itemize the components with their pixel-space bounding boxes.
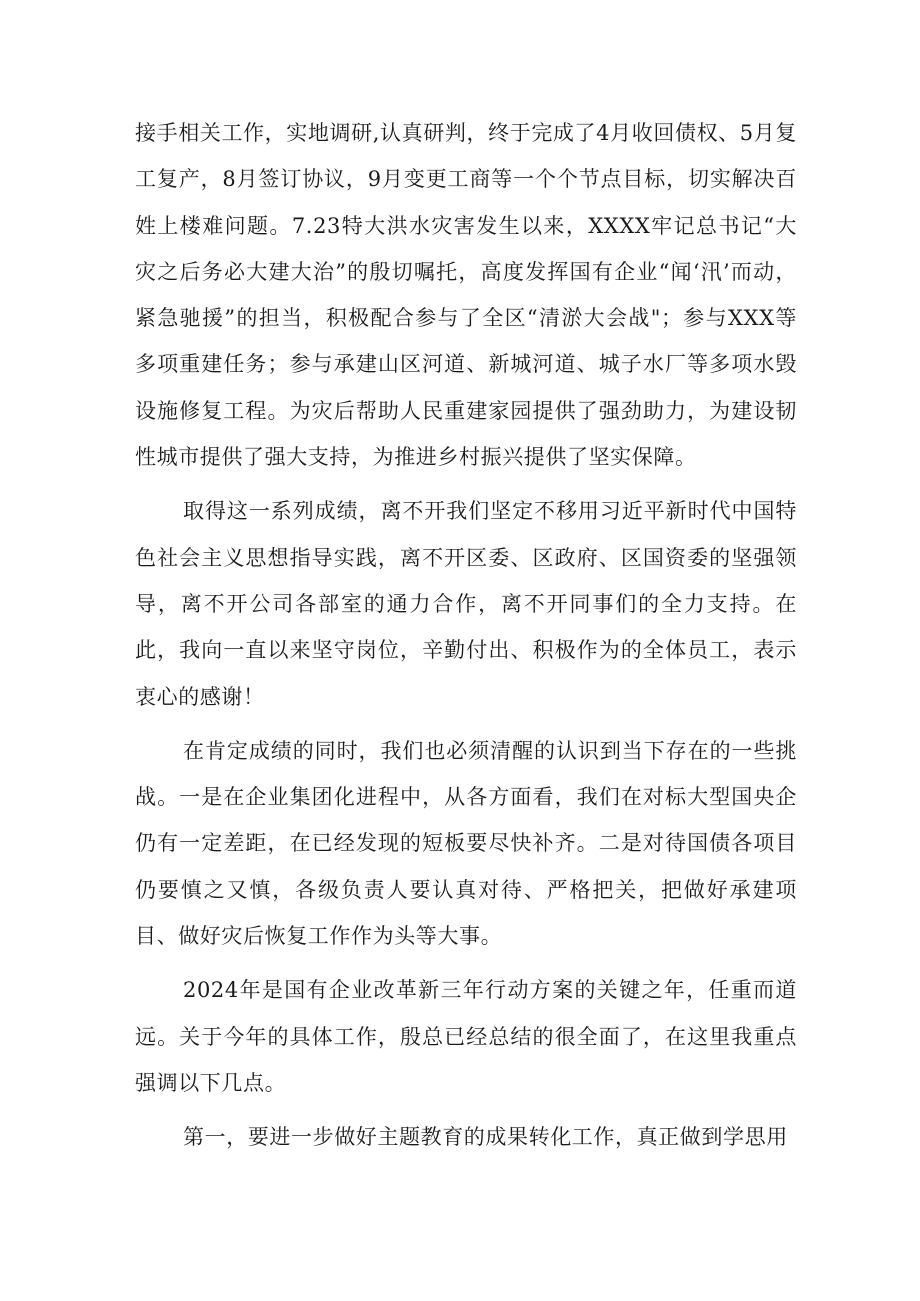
paragraph-continuation: 接手相关工作，实地调研,认真研判，终于完成了4月收回债权、5月复工复产，8月签订协议，9月变更工商等一个个节点目标，切实解决百姓上楼难问题。7.23特大洪水灾害发生以来，XXXX牢记总书记“大灾之后务必大建大治”的殷切嘱托，高度发挥国有企业“闻‘汛’而动，紧急驰援”的担当，积极配合参与了全区“清淤大会战"；参与XXX等多项重建任务；参与承建山区河道、新城河道、城子水厂等多项水毁设施修复工程。为灾后帮助人民重建家园提供了强劲助力，为建设韧性城市提供了强大支持，为推进乡村振兴提供了坚实保障。 bbox=[135, 121, 797, 470]
paragraph-challenges: 在肯定成绩的同时，我们也必须清醒的认识到当下存在的一些挑战。一是在企业集团化进程中，从各方面看，我们在对标大型国央企仍有一定差距，在已经发现的短板要尽快补齐。二是对待国债各项目仍要慎之又慎，各级负责人要认真对待、严格把关，把做好承建项目、做好灾后恢复工作作为头等大事。 bbox=[135, 738, 797, 949]
paragraph-2024: 2024年是国有企业改革新三年行动方案的关键之年，任重而道远。关于今年的具体工作，殷总已经总结的很全面了，在这里我重点强调以下几点。 bbox=[135, 978, 797, 1095]
paragraph-first-point: 第一，要进一步做好主题教育的成果转化工作，真正做到学思用 bbox=[183, 1125, 788, 1150]
paragraph-achievements: 取得这一系列成绩，离不开我们坚定不移用习近平新时代中国特色社会主义思想指导实践，离不开区委、区政府、区国资委的坚强领导，离不开公司各部室的通力合作，离不开同事们的全力支持。在此，我向一直以来坚守岗位，辛勤付出、积极作为的全体员工，表示衷心的感谢！ bbox=[135, 499, 797, 709]
document-body bbox=[135, 110, 797, 1161]
